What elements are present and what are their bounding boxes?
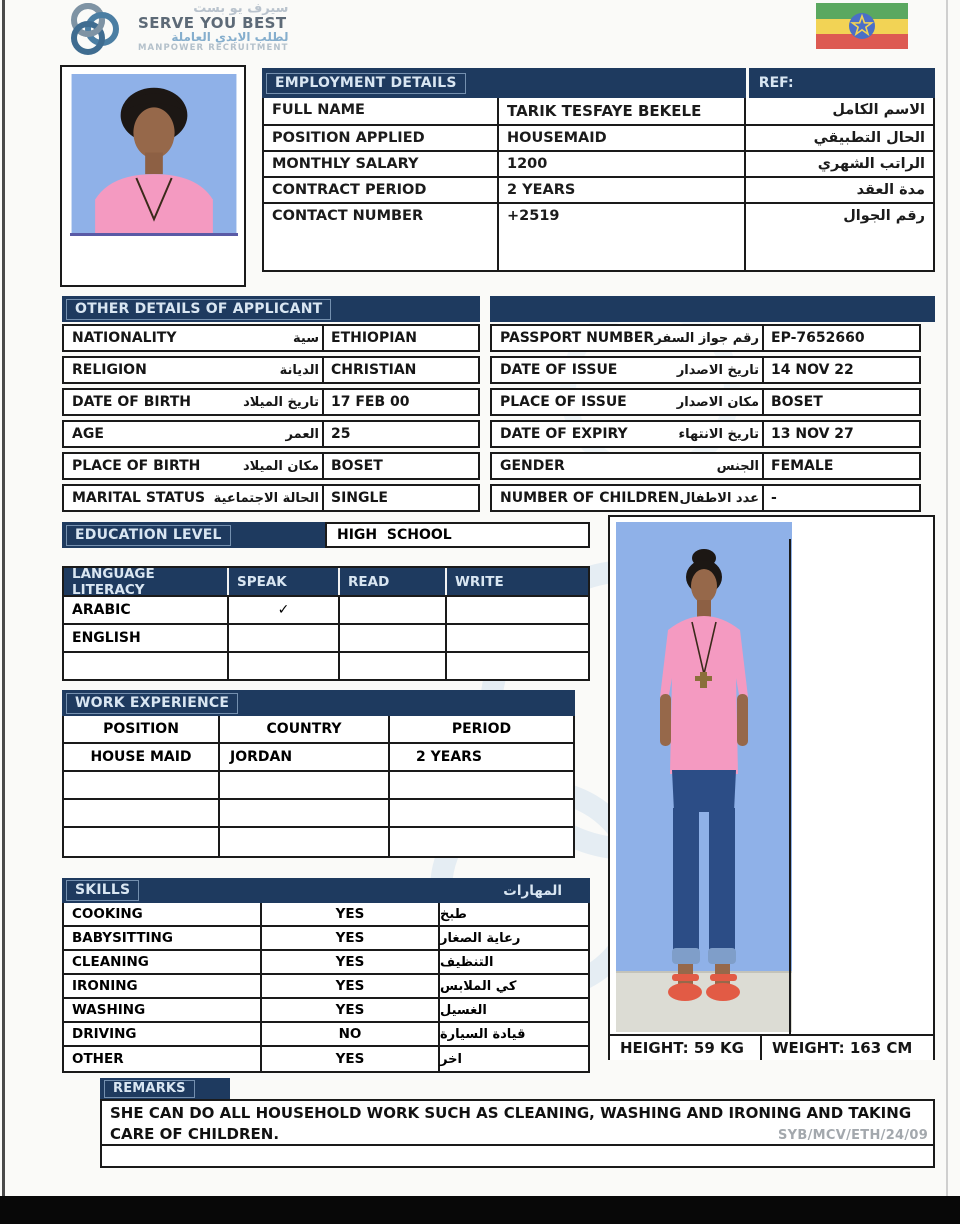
table-row — [264, 204, 933, 270]
applicant-portrait-frame — [60, 65, 246, 287]
skills-table — [62, 903, 590, 1073]
education-level-value: HIGH SCHOOL — [325, 522, 590, 548]
field-label-arabic: رقم الجوال — [843, 208, 925, 224]
language-header-row — [64, 565, 588, 598]
table-row — [62, 388, 480, 416]
field-value: 13 NOV 27 — [762, 422, 919, 446]
skill-label-arabic: رعاية الصغار — [440, 930, 521, 946]
weight-label: WEIGHT: 163 CM — [772, 1039, 913, 1057]
field-value: CHRISTIAN — [322, 358, 478, 382]
table-row — [64, 595, 588, 623]
field-label-arabic: مكان الميلاد — [242, 458, 319, 474]
table-row — [264, 178, 933, 204]
field-label-arabic: عدد الاطفال — [679, 490, 759, 506]
field-label: MONTHLY SALARY — [264, 152, 499, 176]
write-cell — [447, 597, 588, 623]
field-label: PLACE OF ISSUE — [500, 394, 627, 410]
field-label-arabic: الجنس — [716, 458, 759, 474]
country-cell: JORDAN — [220, 744, 390, 770]
skills-title-bar — [62, 878, 590, 903]
field-label-arabic: الديانة — [279, 362, 319, 378]
field-label-arabic: مدة العقد — [856, 182, 925, 198]
country-cell — [220, 800, 390, 826]
position-cell — [64, 800, 220, 826]
skill-value: YES — [262, 975, 440, 997]
table-row — [64, 651, 588, 679]
table-row — [490, 420, 921, 448]
table-row — [64, 1047, 588, 1071]
field-label-arabic: الحالة الاجتماعية — [213, 490, 319, 506]
country-cell — [220, 828, 390, 856]
field-value: BOSET — [762, 390, 919, 414]
field-label: NATIONALITY — [72, 330, 177, 346]
other-details-left-table — [62, 324, 480, 516]
other-details-right-table — [490, 324, 921, 516]
skill-label-arabic: طبخ — [440, 906, 467, 922]
field-label-arabic: تاريخ الانتهاء — [678, 426, 759, 442]
page-right-border — [946, 0, 948, 1196]
column-header: COUNTRY — [220, 716, 390, 742]
skill-label: OTHER — [64, 1047, 262, 1071]
language-name: ENGLISH — [64, 625, 229, 651]
employment-header-row — [262, 68, 935, 98]
ethiopia-flag-icon — [816, 3, 908, 53]
field-label-arabic: تاريخ الميلاد — [243, 394, 319, 410]
field-value: - — [762, 486, 919, 510]
table-row — [490, 356, 921, 384]
table-row — [490, 324, 921, 352]
speak-check: ✓ — [229, 597, 340, 623]
skill-label: COOKING — [64, 903, 262, 925]
education-level-label: EDUCATION LEVEL — [66, 525, 231, 546]
table-row — [64, 999, 588, 1023]
field-value: SINGLE — [322, 486, 478, 510]
field-value: 2 YEARS — [499, 178, 746, 202]
applicant-full-photo-box — [608, 515, 935, 1060]
skill-label-arabic: الغسيل — [440, 1002, 487, 1018]
field-label-arabic: مكان الاصدار — [676, 394, 759, 410]
table-row — [64, 951, 588, 975]
read-cell — [340, 653, 447, 679]
logo-title: SERVE YOU BEST — [138, 13, 287, 32]
table-row — [490, 388, 921, 416]
field-label: POSITION APPLIED — [264, 126, 499, 150]
field-value: BOSET — [322, 454, 478, 478]
table-row — [62, 356, 480, 384]
skill-label: BABYSITTING — [64, 927, 262, 949]
table-row — [64, 623, 588, 651]
employment-details-table — [262, 68, 935, 272]
period-cell — [390, 828, 573, 856]
field-label-arabic: العمر — [285, 426, 319, 442]
column-header: SPEAK — [229, 568, 340, 595]
page-bottom-black-strip — [0, 1196, 960, 1224]
table-row — [64, 927, 588, 951]
employment-title-bar — [262, 68, 746, 98]
table-row — [64, 1023, 588, 1047]
field-value: TARIK TESFAYE BEKELE — [499, 98, 746, 124]
field-label-arabic: الحال التطبيقي — [813, 130, 925, 146]
field-label-arabic: تاريخ الاصدار — [676, 362, 759, 378]
other-details-title-bar-right — [490, 296, 935, 322]
other-details-title: OTHER DETAILS OF APPLICANT — [66, 299, 331, 320]
skill-value: NO — [262, 1023, 440, 1045]
period-cell: 2 YEARS — [416, 749, 483, 765]
table-row — [264, 98, 933, 126]
field-value: 14 NOV 22 — [762, 358, 919, 382]
skill-value: YES — [262, 927, 440, 949]
employment-body — [262, 98, 935, 272]
table-row — [62, 420, 480, 448]
speak-cell — [229, 625, 340, 651]
skill-label: WASHING — [64, 999, 262, 1021]
agency-logo — [58, 0, 288, 58]
field-label: DATE OF EXPIRY — [500, 426, 628, 442]
field-label: RELIGION — [72, 362, 147, 378]
field-label: GENDER — [500, 458, 565, 474]
table-row — [62, 324, 480, 352]
field-value: 25 — [322, 422, 478, 446]
work-experience-table — [62, 716, 575, 858]
skill-value: YES — [262, 999, 440, 1021]
field-label-arabic: رقم جواز السفر — [654, 330, 759, 346]
read-cell — [340, 597, 447, 623]
field-value: FEMALE — [762, 454, 919, 478]
field-label: CONTRACT PERIOD — [264, 178, 499, 202]
field-value: EP-7652660 — [762, 326, 919, 350]
skill-label: CLEANING — [64, 951, 262, 973]
skill-label-arabic: التنظيف — [440, 954, 494, 970]
page-left-border — [2, 0, 5, 1196]
remarks-title: REMARKS — [104, 1080, 195, 1098]
field-label: DATE OF BIRTH — [72, 394, 191, 410]
measurements-row — [608, 1034, 935, 1060]
skill-label-arabic: قيادة السيارة — [440, 1026, 526, 1042]
position-cell — [64, 772, 220, 798]
column-header: LANGUAGE LITERACY — [72, 565, 155, 598]
position-cell — [64, 828, 220, 856]
remarks-title-bar — [100, 1078, 230, 1099]
logo-text-block — [138, 2, 288, 53]
skill-value: YES — [262, 903, 440, 925]
table-row — [64, 744, 573, 772]
period-cell — [390, 772, 573, 798]
logo-knot-icon — [58, 0, 132, 58]
field-label-arabic: الراتب الشهري — [817, 156, 925, 172]
skill-label: IRONING — [64, 975, 262, 997]
table-row — [62, 452, 480, 480]
field-label-arabic: الاسم الكامل — [832, 102, 925, 118]
field-value: ETHIOPIAN — [322, 326, 478, 350]
applicant-portrait-photo — [70, 74, 238, 236]
height-label: HEIGHT: 59 KG — [610, 1036, 762, 1060]
education-level-bar — [62, 522, 325, 548]
field-label: FULL NAME — [264, 98, 499, 124]
write-cell — [447, 625, 588, 651]
table-row — [64, 828, 573, 856]
other-details-title-bar — [62, 296, 480, 322]
skill-label: DRIVING — [64, 1023, 262, 1045]
skill-value: YES — [262, 951, 440, 973]
column-header: WRITE — [455, 573, 504, 590]
table-row — [64, 772, 573, 800]
table-row — [64, 800, 573, 828]
field-label: PLACE OF BIRTH — [72, 458, 201, 474]
employment-title: EMPLOYMENT DETAILS — [266, 73, 466, 94]
skill-label-arabic: اخر — [440, 1051, 462, 1067]
field-value: 1200 — [499, 152, 746, 176]
logo-subtitle: MANPOWER RECRUITMENT — [138, 42, 289, 53]
photo-box-divider — [789, 539, 791, 1035]
document-code-watermark: SYB/MCV/ETH/24/09 — [778, 1128, 929, 1143]
logo-arabic-top: سيرف يو بست — [193, 1, 289, 16]
work-header-row — [64, 716, 573, 744]
field-label-arabic: سية — [293, 330, 319, 346]
table-row — [490, 452, 921, 480]
work-experience-bar — [62, 690, 575, 716]
language-name — [64, 653, 229, 679]
field-value: HOUSEMAID — [499, 126, 746, 150]
table-row — [490, 484, 921, 512]
skills-title-arabic: المهارات — [503, 882, 562, 899]
applicant-full-photo — [616, 522, 792, 1032]
field-label: CONTACT NUMBER — [264, 204, 499, 270]
work-experience-title: WORK EXPERIENCE — [66, 693, 238, 714]
language-name: ARABIC — [64, 597, 229, 623]
ref-label: REF: — [749, 68, 935, 98]
language-literacy-table — [62, 566, 590, 681]
field-label: DATE OF ISSUE — [500, 362, 618, 378]
field-label: AGE — [72, 426, 104, 442]
field-value: +2519 — [499, 204, 746, 270]
skills-title: SKILLS — [66, 880, 139, 901]
table-row — [264, 152, 933, 178]
remarks-empty-box — [100, 1146, 935, 1168]
table-row — [64, 903, 588, 927]
table-row — [62, 484, 480, 512]
field-value: 17 FEB 00 — [322, 390, 478, 414]
column-header: PERIOD — [451, 721, 512, 737]
table-row — [264, 126, 933, 152]
skill-value: YES — [262, 1047, 440, 1071]
skill-label-arabic: كي الملابس — [440, 978, 517, 994]
field-label: MARITAL STATUS — [72, 490, 206, 506]
country-cell — [220, 772, 390, 798]
position-cell: HOUSE MAID — [64, 744, 220, 770]
read-cell — [340, 625, 447, 651]
column-header: READ — [340, 568, 447, 595]
period-cell — [390, 800, 573, 826]
write-cell — [447, 653, 588, 679]
speak-cell — [229, 653, 340, 679]
remarks-text-box: SHE CAN DO ALL HOUSEHOLD WORK SUCH AS CLEANING, WASHING AND IRONING AND TAKING CARE OF CHILDREN. — [100, 1099, 935, 1146]
logo-arabic-sub: لطلب الايدي العاملة — [171, 30, 289, 45]
table-row — [64, 975, 588, 999]
field-label: NUMBER OF CHILDREN — [500, 490, 680, 506]
column-header: POSITION — [64, 716, 220, 742]
field-label: PASSPORT NUMBER — [500, 330, 655, 346]
